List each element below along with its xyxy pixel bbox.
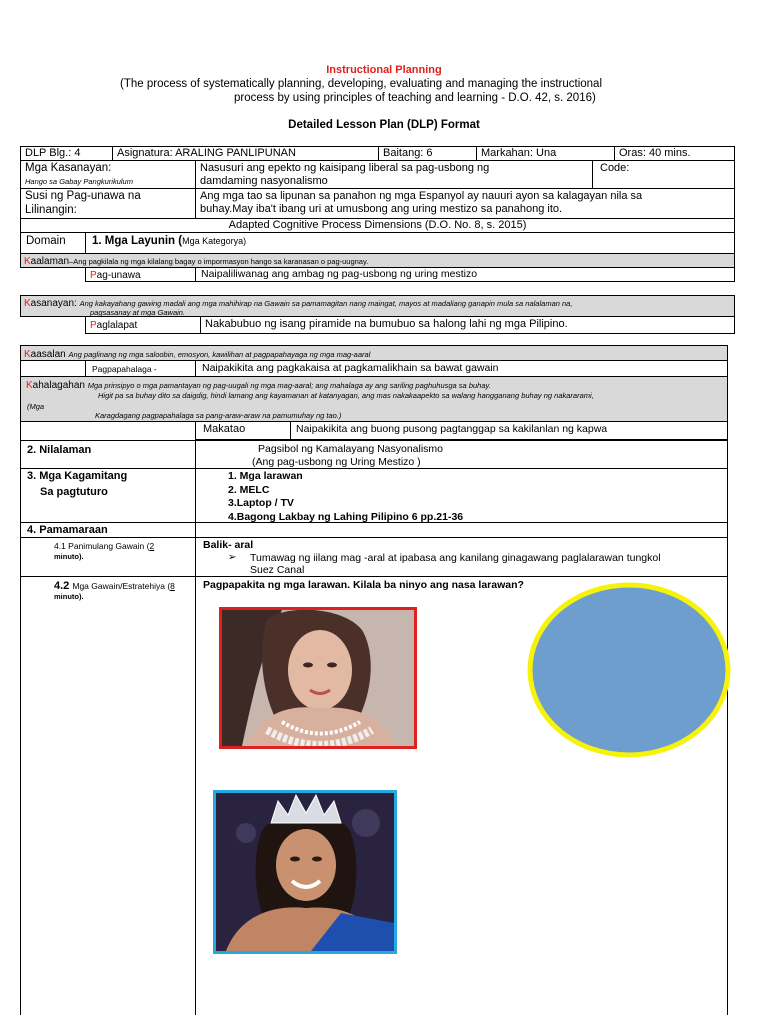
kasanayan-label: Mga Kasanayan: [25,162,112,174]
p41-label [54,541,154,551]
balik-text-line2: Suez Canal [250,564,305,576]
photo-woman-crown [213,790,397,954]
paglalapat-label [90,319,137,332]
page-title: Instructional Planning [326,64,442,76]
paglalapat-rest: aglalapat [96,320,138,331]
time: Oras: 40 mins. [619,147,691,159]
adapted-title: Adapted Cognitive Process Dimensions (D.O. No. 8, s. 2015) [228,219,527,231]
kaalaman-desc: –Ang pagkilala ng mga kilalang bagay o impormasyon hango sa karanasan o pag-uugnay. [69,257,369,266]
kagamitan-label-line2: Sa pagtuturo [40,486,108,498]
nilalaman-line2: (Ang pag-usbong ng Uring Mestizo ) [252,456,421,468]
kasanayan2-desc-line2: pagsasanay at mga Gawain. [90,308,186,317]
kahalagahan-rest: ahalagahan [32,380,85,391]
kasanayan2-first: K [24,298,31,309]
susi-label-line1: Susi ng Pag-unawa na [25,190,141,202]
p42-b: Mga Gawain/Estratehiya ( [72,581,171,591]
kaasalan-desc: Ang paglinang ng mga saloobin, emosyon, kawilihan at pagpapahayaga ng mga mag-aaral [68,350,371,359]
paglalapat-first: P [90,320,97,331]
makatao-text: Naipakikita ang buong pusong pagtanggap sa kakilanlan ng kapwa [296,423,608,435]
kasanayan2-desc-line1: Ang kakayahang gawing madali ang mga mahihirap na Gawain sa pamamagitan nang maingat, mayos at madaliang ganapin mula sa nalalaman na, [79,299,573,308]
kaasalan-rest: aasalan [30,349,66,360]
layunin-sub: Mga Kategorya) [182,236,247,246]
kahalagahan-desc-line1: Mga prinsipyo o mga pamantayan ng pag-uugali ng mga mag-aaral; ang mahalaga ay ang sariling paghuhusga sa buhay. [87,381,491,390]
kaalaman-first: K [24,256,31,267]
kahalagahan-desc-line3a: (Mga [27,402,45,411]
layunin-text: 1. Mga Layunin ( [92,235,183,247]
kagamitan-item: 4.Bagong Lakbay ng Lahing Pilipino 6 pp.21-36 [228,511,464,523]
p42-c: 8 [170,581,175,591]
photo-woman-necklace-image [222,610,414,746]
header-desc-line1: (The process of systematically planning, developing, evaluating and managing the instructional [120,78,603,90]
photo-woman-crown-image [216,793,394,951]
kasanayan-sublabel: Hango sa Gabay Pangkurikulum [25,177,133,186]
susi-text-line1: Ang mga tao sa lipunan sa panahon ng mga Espanyol ay nauuri ayon sa kalagayan nila sa [200,190,643,202]
p41-b: 2 [149,541,155,551]
quarter: Markahan: Una [481,147,557,159]
nilalaman-line1: Pagsibol ng Kamalayang Nasyonalismo [258,443,444,455]
kahalagahan-desc-line2: Higit pa sa buhay dito sa daigdig, hindi lamang ang kayamanan at katanyagan, ang mas nakakaapekto sa walang hangganang buhay ng nakararami, [98,391,594,400]
kahalagahan-desc-line3b: Karagdagang pagpapahalaga sa pang-araw-araw na pamumuhay ng tao.) [95,411,342,420]
kagamitan-item: 3.Laptop / TV [228,497,294,509]
pagunawa-rest: ag-unawa [96,270,141,281]
p41-a: 4.1 Panimulang Gawain ( [54,541,150,551]
makatao-label: Makatao [203,423,246,435]
kaasalan-first: K [24,349,31,360]
kasanayan-text-line2: damdaming nasyonalismo [200,175,328,187]
domain-label: Domain [26,235,66,247]
pagunawa-text: Naipaliliwanag ang ambag ng pag-usbong ng uring mestizo [201,268,478,280]
kahalagahan-first: K [26,380,33,391]
pagpapahalaga-label: Pagpapahalaga - [92,364,157,374]
kagamitan-item: 1. Mga larawan [228,470,303,482]
activity-prompt: Pagpapakita ng mga larawan. Kilala ba ninyo ang nasa larawan? [203,579,524,591]
p42-minuto: minuto). [54,592,84,601]
bullet: ➢ [228,552,237,563]
susi-label-line2: Lilinangin: [25,204,77,216]
header-desc-line2: process by using principles of teaching and learning - D.O. 42, s. 2016) [234,92,596,104]
p42-a: 4.2 [54,580,70,592]
pamamaraan-label: 4. Pamamaraan [27,524,108,536]
photo-woman-necklace [219,607,417,749]
format-title: Detailed Lesson Plan (DLP) Format [288,119,480,131]
susi-text-line2: buhay.May iba't ibang uri at umusbong ang uring mestizo sa panahong ito. [200,203,563,215]
pagunawa-label [90,269,141,282]
kagamitan-item: 2. MELC [228,484,270,496]
nilalaman-label: 2. Nilalaman [27,444,92,456]
kasanayan2-rest: asanayan: [30,298,77,309]
layunin-label [92,235,246,248]
balik-aral: Balik- aral [203,539,254,551]
balik-text-line1: Tumawag ng iilang mag -aral at ipabasa ang kanilang ginagawang paglalarawan tungkol [250,552,661,564]
kasanayan-text-line1: Nasusuri ang epekto ng kaisipang liberal sa pag-usbong ng [200,162,490,174]
dlp-number: DLP Blg.: 4 [25,147,81,159]
code-label: Code: [600,162,630,174]
grade: Baitang: 6 [383,147,433,159]
paglalapat-text: Nakabubuo ng isang piramide na bumubuo sa halong lahi ng mga Pilipino. [205,318,568,330]
pagunawa-first: P [90,270,97,281]
p41-minuto: minuto). [54,552,84,561]
subject: Asignatura: ARALING PANLIPUNAN [117,147,296,159]
pagpapahalaga-text: Naipakikita ang pagkakaisa at pagkamalikhain sa bawat gawain [202,362,499,374]
blue-circle-shape [527,582,731,758]
kaalaman-rest: aalaman [30,256,70,267]
kagamitan-label-line1: 3. Mga Kagamitang [27,470,128,482]
